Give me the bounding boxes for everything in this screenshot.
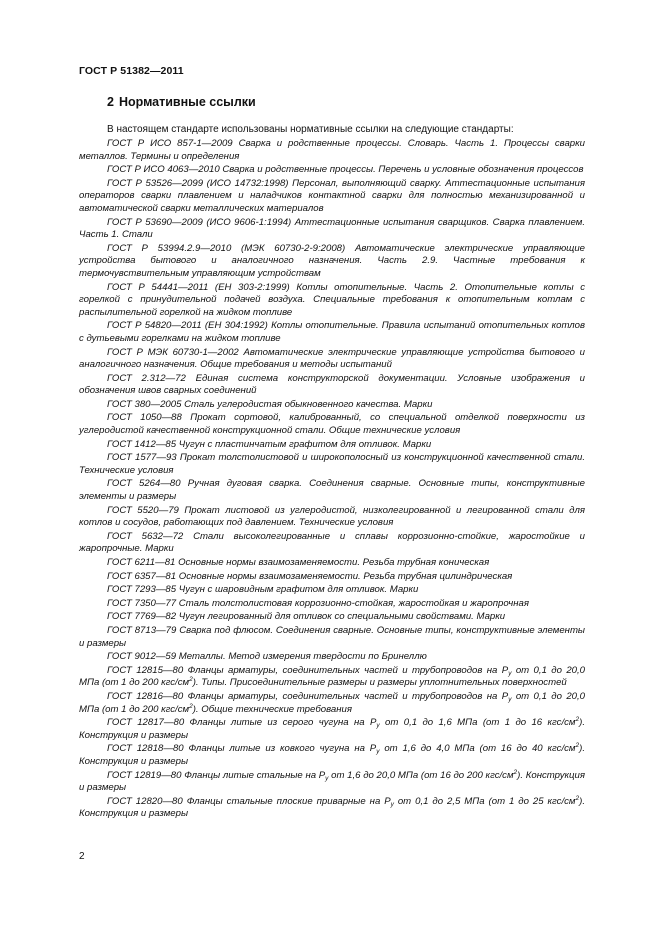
reference-code: ГОСТ 5520—79 [107, 504, 179, 516]
reference-title: Котлы отопительные. Правила испытаний отопительных котлов с дутьевыми горелками на жидком топливе [79, 320, 586, 344]
reference-item [79, 452, 585, 477]
intro-paragraph: В настоящем стандарте использованы нормативные ссылки на следующие стандарты: [107, 124, 514, 135]
reference-title-part: от 1,6 до 4,0 МПа (от 16 до 40 кгс/см [379, 743, 576, 755]
reference-item [79, 164, 585, 177]
reference-code: ГОСТ 7350—77 [107, 597, 177, 609]
subscript: у [508, 695, 512, 703]
reference-title: Сталь углеродистая обыкновенного качества. Марки [184, 398, 433, 410]
reference-title-part: ). Конструкция и размеры [79, 743, 585, 767]
reference-title: Прокат сортовой, калиброванный, со специальной отделкой поверхности из углеродистой качественной конструкционной стали. Общие технические условия [79, 412, 586, 437]
reference-code: ГОСТ 12815—80 [107, 664, 184, 676]
references-list [79, 138, 585, 822]
reference-item [79, 665, 585, 690]
reference-code: ГОСТ Р МЭК 60730-1—2002 [107, 346, 239, 358]
reference-item [79, 178, 585, 216]
reference-item [79, 320, 585, 345]
reference-code: ГОСТ 7293—85 [107, 584, 177, 596]
page-number: 2 [79, 851, 85, 862]
reference-title-part: ). Общие технические требования [192, 703, 352, 715]
reference-item [79, 651, 585, 664]
reference-title: Основные нормы взаимозаменяемости. Резьба трубная коническая [178, 557, 490, 568]
reference-code: ГОСТ 1050—88 [107, 412, 182, 424]
reference-item [79, 571, 585, 584]
reference-code: ГОСТ 6357—81 [107, 570, 177, 582]
superscript: 2 [189, 702, 193, 710]
reference-code: ГОСТ 12819—80 [107, 769, 182, 781]
superscript: 2 [575, 794, 580, 802]
reference-title-part: от 0,1 до 20,0 МПа (от 1 до 200 кгс/см [79, 690, 586, 715]
reference-code: ГОСТ Р 54820—2011 (ЕН 304:1992) [107, 320, 268, 332]
reference-code: ГОСТ 1577—93 [107, 452, 177, 464]
reference-title-part: от 0,1 до 20,0 МПа (от 1 до 200 кгс/см [79, 664, 586, 689]
reference-code: ГОСТ 1412—85 [107, 438, 177, 450]
reference-code: ГОСТ Р ИСО 857-1—2009 [107, 138, 233, 149]
subscript: у [390, 800, 394, 808]
reference-title-part: ). Типы. Присоединительные размеры и размеры уплотнительных поверхностей [192, 677, 567, 689]
reference-item [79, 217, 585, 242]
reference-title: Сварка и родственные процессы. Словарь. Часть 1. Процессы сварки металлов. Термины и определения [79, 138, 585, 162]
document-header: ГОСТ Р 51382—2011 [79, 65, 184, 77]
reference-title: Прокат листовой из углеродистой, низколегированной и легированной стали для котлов и сосудов, работающих под давлением. Технические условия [79, 504, 585, 529]
reference-title: Чугун легированный для отливок со специальными свойствами. Марки [178, 611, 506, 623]
reference-title: Сварка под флюсом. Соединения сварные. Основные типы, конструктивные элементы и размеры [79, 624, 585, 649]
section-heading [107, 95, 256, 109]
reference-title-part: от 0,1 до 2,5 МПа (от 1 до 25 кгс/см [393, 795, 576, 807]
reference-item [79, 373, 585, 398]
reference-code: ГОСТ Р ИСО 4063—2010 [107, 164, 220, 176]
subscript: у [325, 774, 329, 782]
reference-item [79, 691, 585, 716]
reference-title: Сталь толстолистовая коррозионно-стойкая, жаростойкая и жаропрочная [178, 597, 529, 609]
superscript: 2 [513, 768, 518, 776]
reference-title: Персонал, выполняющий сварку. Аттестационные испытания операторов сварки плавлением и наладчиков контактной сварки для полностью механизированной и автоматической сварки металлических материалов [79, 177, 585, 214]
reference-code: ГОСТ Р 53994.2.9—2010 (МЭК 60730-2-9:2008) [107, 242, 346, 254]
reference-code: ГОСТ Р 54441—2011 (ЕН 303-2:1999) [107, 281, 290, 293]
reference-code: ГОСТ 380—2005 [107, 398, 182, 410]
reference-title-part: Фланцы литые из серого чугуна на P [189, 717, 377, 729]
reference-item [79, 347, 585, 372]
reference-code: ГОСТ 7769—82 [107, 611, 177, 623]
reference-code: ГОСТ Р 53690—2009 (ИСО 9606-1:1994) [107, 216, 292, 228]
reference-title: Прокат толстолистовой и широкополосный из конструкционной качественной стали. Технические условия [79, 452, 586, 476]
reference-title-part: Фланцы арматуры, соединительных частей и трубопроводов на P [187, 664, 509, 676]
reference-item [79, 717, 585, 742]
reference-title: Котлы отопительные. Часть 2. Отопительные котлы с горелкой с принудительной подачей воздуха. Специальные требования к отопительным котлам с распылительной горелкой на жидком топливе [79, 281, 586, 318]
reference-title-part: Фланцы литые стальные на P [184, 769, 326, 781]
reference-title: Чугун с пластинчатым графитом для отливок. Марки [178, 438, 432, 450]
reference-code: ГОСТ 12817—80 [107, 717, 185, 729]
reference-item [79, 439, 585, 452]
reference-title: Аттестационные испытания сварщиков. Сварка плавлением. Часть 1. Стали [79, 216, 585, 241]
reference-item [79, 399, 585, 412]
reference-item [79, 412, 585, 437]
superscript: 2 [575, 742, 580, 750]
reference-title-part: от 1,6 до 20,0 МПа (от 16 до 200 кгс/см [328, 769, 514, 781]
reference-item [79, 282, 585, 320]
reference-title-part: ). Конструкция и размеры [79, 717, 585, 741]
reference-title-part: Фланцы литые из ковкого чугуна на P [188, 743, 377, 755]
reference-code: ГОСТ 12820—80 [107, 795, 183, 807]
reference-title-part: от 0,1 до 1,6 МПа (от 1 до 16 кгс/см [379, 717, 576, 729]
reference-title-part: Фланцы арматуры, соединительных частей и трубопроводов на P [187, 690, 509, 702]
reference-code: ГОСТ 12818—80 [107, 743, 184, 755]
section-title-text: Нормативные ссылки [118, 95, 256, 109]
reference-title: Автоматические электрические управляющие устройства бытового и аналогичного назначения. Часть 2.9. Частные требования к термочувствительным управляющим устройствам [79, 242, 585, 279]
reference-title: Автоматические электрические управляющие устройства бытового и аналогичного назначения. Общие требования и методы испытаний [79, 346, 585, 371]
section-number: 2 [107, 95, 114, 109]
subscript: у [376, 748, 380, 756]
reference-title: Единая система конструкторской документации. Условные изображения и обозначения швов сварных соединений [79, 372, 585, 397]
reference-code: ГОСТ 9012—59 [107, 651, 177, 663]
reference-title: Чугун с шаровидным графитом для отливок. Марки [178, 584, 419, 596]
reference-item [79, 138, 585, 163]
subscript: у [508, 669, 512, 677]
reference-code: ГОСТ 5264—80 [107, 478, 181, 490]
reference-code: ГОСТ Р 53526—2099 (ИСО 14732:1998) [107, 177, 289, 189]
reference-title: Ручная дуговая сварка. Соединения сварные. Основные типы, конструктивные элементы и размеры [79, 478, 585, 503]
subscript: у [376, 722, 380, 730]
superscript: 2 [575, 716, 580, 724]
reference-title: Основные нормы взаимозаменяемости. Резьба трубная цилиндрическая [178, 570, 513, 582]
reference-item [79, 598, 585, 611]
reference-item [79, 531, 585, 556]
reference-title: Металлы. Метод измерения твердости по Бринеллю [178, 651, 427, 663]
reference-item [79, 505, 585, 530]
reference-title: Сварка и родственные процессы. Перечень и условные обозначения процессов [222, 164, 584, 176]
reference-code: ГОСТ 5632—72 [107, 530, 184, 542]
superscript: 2 [189, 676, 193, 684]
reference-item [79, 478, 585, 503]
reference-title-part: ). Конструкция и размеры [79, 769, 585, 794]
reference-code: ГОСТ 12816—80 [107, 690, 184, 702]
reference-code: ГОСТ 2.312—72 [107, 372, 186, 384]
reference-item [79, 743, 585, 768]
reference-item [79, 625, 585, 650]
reference-item [79, 584, 585, 597]
reference-item [79, 243, 585, 281]
reference-title-part: ). Конструкция и размеры [79, 795, 586, 820]
reference-item [79, 796, 585, 821]
reference-item [79, 557, 585, 570]
reference-item [79, 611, 585, 624]
reference-item [79, 770, 585, 795]
reference-title: Стали высоколегированные и сплавы коррозионно-стойкие, жаростойкие и жаропрочные. Марки [79, 530, 585, 555]
reference-title-part: Фланцы стальные плоские приварные на P [186, 795, 391, 807]
reference-code: ГОСТ 8713—79 [107, 624, 177, 636]
reference-code: ГОСТ 6211—81 [107, 557, 176, 568]
